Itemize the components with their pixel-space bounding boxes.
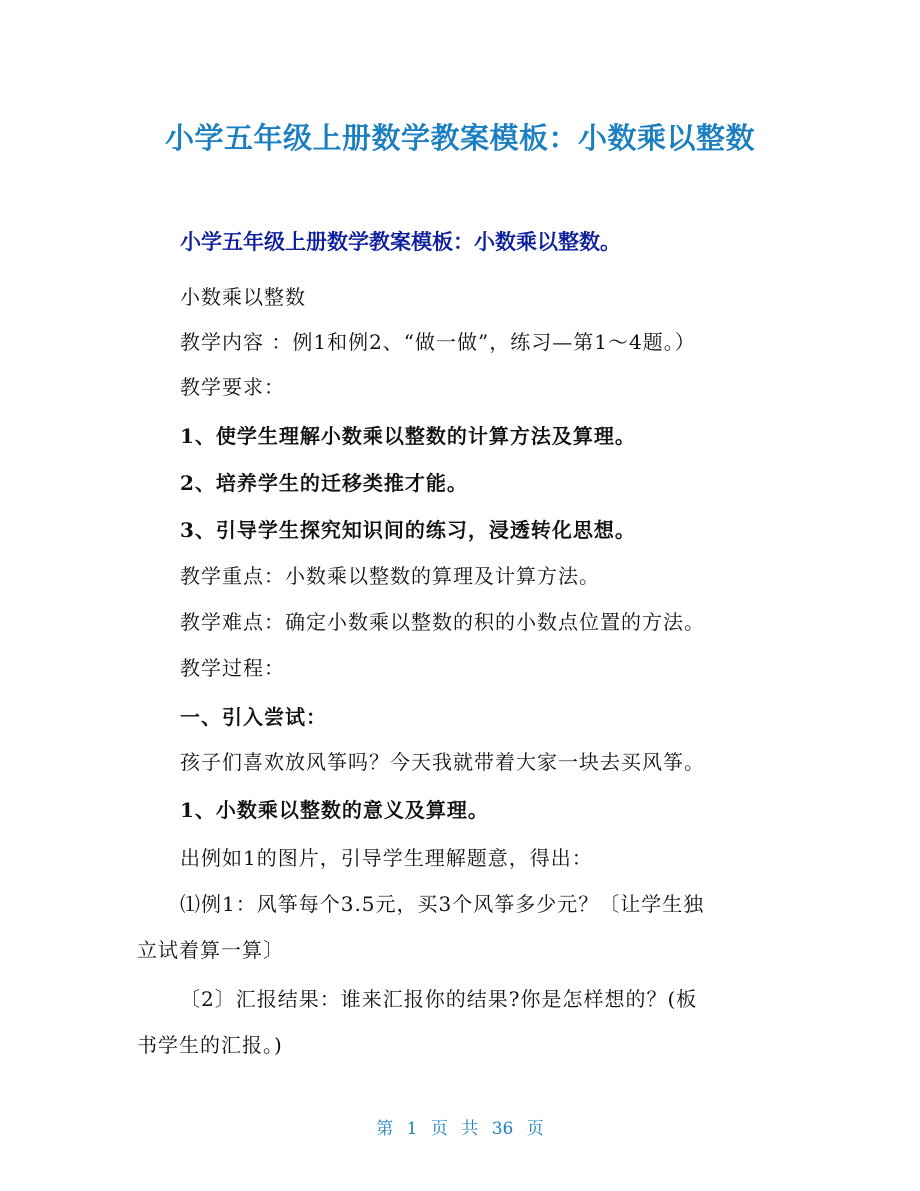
teaching-difficulty: 教学难点：确定小数乘以整数的积的小数点位置的方法。 xyxy=(180,610,705,634)
report-results-line-1: 〔2〕汇报结果：谁来汇报你的结果?你是怎样想的？(板 xyxy=(180,987,698,1011)
document-title: 小学五年级上册数学教案模板：小数乘以整数 xyxy=(164,121,755,155)
teaching-process-heading: 教学过程： xyxy=(180,656,285,680)
subsection-heading: 1、小数乘以整数的意义及算理。 xyxy=(180,798,489,822)
teaching-requirements-heading: 教学要求： xyxy=(180,375,285,399)
example-1-line-2: 立试着算一算〕 xyxy=(137,938,284,962)
teaching-focus: 教学重点：小数乘以整数的算理及计算方法。 xyxy=(180,564,600,588)
page-footer: 第 1 页 共 36 页 xyxy=(376,1119,544,1139)
intro-paragraph: 孩子们喜欢放风筝吗？今天我就带着大家一块去买风筝。 xyxy=(180,750,705,774)
requirement-item-1: 1、使学生理解小数乘以整数的计算方法及算理。 xyxy=(180,424,636,448)
section-intro-heading: 一、引入尝试： xyxy=(180,705,327,729)
report-results-line-2: 书学生的汇报。) xyxy=(137,1033,283,1057)
teaching-content: 教学内容 ：例1和例2、“做一做”，练习—第1～4题。） xyxy=(180,330,696,354)
document-subtitle: 小学五年级上册数学教案模板：小数乘以整数。 xyxy=(180,230,621,254)
example-1-line-1: ⑴例1：风筝每个3.5元，买3个风筝多少元？〔让学生独 xyxy=(180,892,705,916)
requirement-item-2: 2、培养学生的迁移类推才能。 xyxy=(180,471,468,495)
example-instruction: 出例如1的图片，引导学生理解题意，得出： xyxy=(180,846,593,870)
lesson-topic: 小数乘以整数 xyxy=(180,285,306,309)
requirement-item-3: 3、引导学生探究知识间的练习，浸透转化思想。 xyxy=(180,518,636,542)
